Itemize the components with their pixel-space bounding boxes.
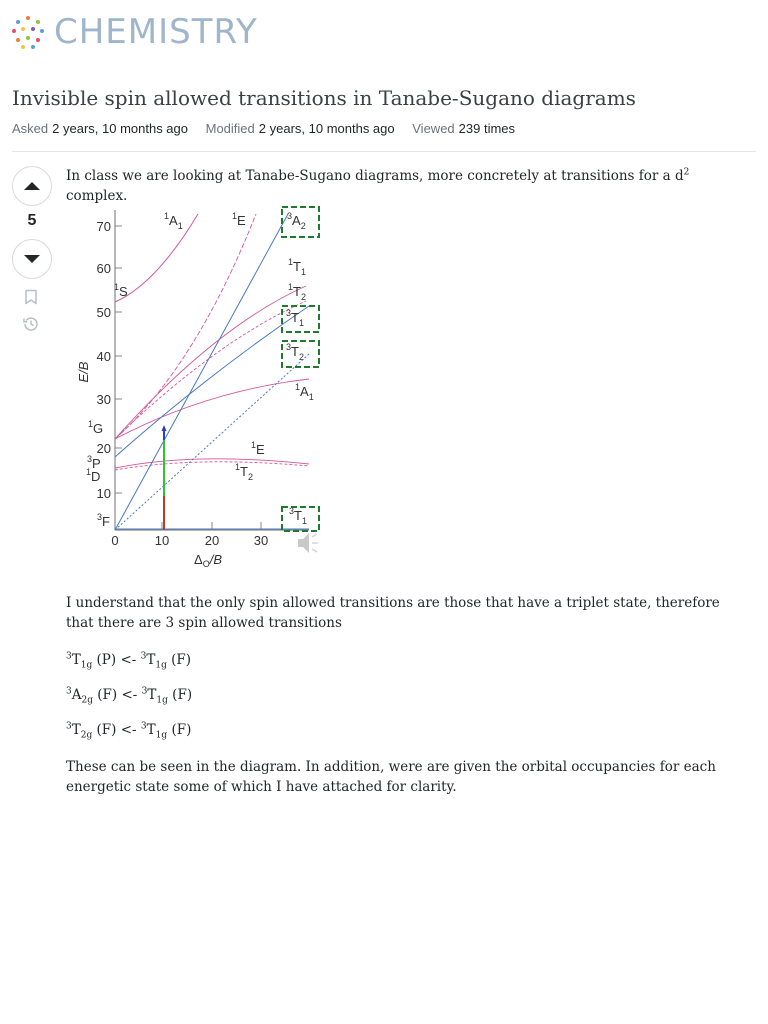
curve-label: $^3T_1$ [289,506,307,526]
curve-label: $^1$E [232,211,246,228]
viewed-value: 239 times [458,121,516,136]
x-tick-label: 30 [253,533,269,548]
logo-dots-icon [10,14,46,50]
x-ticks [111,522,268,548]
x-tick-label: 10 [154,533,170,548]
logo-dot [36,38,40,42]
transition-part: T [146,722,156,738]
logo-dot [26,16,30,20]
transition-part: 1g [156,695,168,706]
y-tick-label: 10 [96,486,111,501]
downvote-icon [24,255,40,263]
logo-dot [36,20,40,24]
question-title[interactable]: Invisible spin allowed transitions in Tanabe-Sugano diagrams [12,86,636,110]
asked-label: Asked [12,121,49,136]
history-icon[interactable] [23,316,39,332]
transition-part: T [71,722,81,738]
curve-labels [164,211,314,526]
transition-part: (F) <- [92,722,141,738]
site-logo[interactable] [10,12,258,52]
curve-label: $^3A_2$ [287,211,306,231]
curve-label: $^1T_2$ [288,282,306,302]
logo-dot [16,20,20,24]
transition-part: 2g [80,730,93,741]
transition-part: 2g [81,695,93,706]
x-tick-label: 20 [204,533,220,548]
bookmark-icon[interactable] [23,289,39,305]
y-tick-label: 50 [96,305,111,320]
upvote-button[interactable] [12,166,52,206]
term-label-left: $^3$P [87,454,101,471]
arrow-head [162,425,167,431]
modified-label: Modified [205,121,255,136]
post-para3 [66,757,746,797]
logo-dot [40,29,44,33]
post-intro-text: In class we are looking at Tanabe-Sugano diagrams, more concretely at transitions for a d [66,168,684,184]
transition-part: 3 [141,686,148,697]
x-axis-label: $\Delta_O/B$ [194,552,222,569]
transition-line [66,650,746,670]
logo-dot [31,45,35,49]
transition-part: 3 [66,721,72,732]
curve-label: $^1T_2$ [235,462,253,482]
transition-part: (P) <- [92,652,141,668]
header-divider [12,151,756,152]
transition-part: 1g [80,660,93,671]
term-label-left: $^1$G [88,419,104,436]
curve-3a2 [115,214,288,530]
energy-curves [115,214,309,530]
modified-value[interactable]: 2 years, 10 months ago [258,121,395,136]
term-label-left: $^1$D [86,467,101,484]
curve-label: $^1$E [251,440,265,457]
y-tick-label: 40 [96,349,111,364]
transition-line [66,720,746,740]
transition-part: A [71,687,82,703]
term-label-left: $^1$S [114,282,128,299]
transition-part: (F) [167,687,193,703]
term-label-left: $^3$F [97,512,110,529]
curve-label: $^3T_1$ [286,308,304,328]
transition-part: 3 [140,651,147,662]
curve-1t2-upper [115,301,306,439]
post-para2 [66,593,746,633]
upvote-icon [24,182,40,190]
curve-label: $^1A_1$ [164,211,183,231]
downvote-button[interactable] [12,239,52,279]
transition-part: 3 [66,686,72,697]
curve-label: $^1A_1$ [295,382,314,402]
question-meta [12,121,529,136]
logo-dot [12,29,16,33]
post-para2-text: I understand that the only spin allowed transitions are those that have a triplet state, therefore that there are 3 spin allowed transitions [66,595,720,631]
vote-count: 5 [27,212,37,229]
y-tick-label: 70 [96,219,111,234]
transition-part: (F) [167,722,192,738]
logo-dot [26,36,30,40]
x-tick-label: 0 [111,533,119,548]
transition-part: T [147,687,157,703]
post-intro-end: complex. [66,188,128,204]
curve-1e-upper [115,214,256,439]
speaker-icon[interactable] [298,533,318,553]
y-tick-label: 30 [96,392,111,407]
transition-part: (F) [166,652,192,668]
transition-part: T [146,652,156,668]
logo-dot [21,27,25,31]
curve-label: $^1T_1$ [288,257,306,277]
y-tick-label: 60 [96,261,111,276]
curve-3t1-p [115,306,309,457]
y-tick-label: 20 [96,441,111,456]
y-axis-label: E/B [76,361,91,383]
logo-dot [21,45,25,49]
transition-list [66,650,746,755]
transition-part: 1g [155,660,167,671]
tanabe-sugano-diagram [66,196,336,572]
transition-part: 3 [66,651,72,662]
transition-part: T [71,652,81,668]
viewed-label: Viewed [412,121,455,136]
transition-part: 1g [155,730,168,741]
transition-line [66,685,746,705]
curve-3t2 [115,354,309,530]
logo-dot [16,38,20,42]
asked-value[interactable]: 2 years, 10 months ago [52,121,188,136]
site-logo-text: CHEMISTRY [54,12,258,52]
transition-part: (F) <- [92,687,142,703]
curve-1t1 [115,286,306,439]
highlight-boxes [282,207,319,531]
transition-part: 3 [140,721,147,732]
post-intro-sup: 2 [683,167,690,178]
logo-dot [31,27,35,31]
post-para3-text: These can be seen in the diagram. In addition, were are given the orbital occupancies for each energetic state some of which I have attached for clarity. [66,759,716,795]
curve-label: $^3T_2$ [286,342,304,362]
